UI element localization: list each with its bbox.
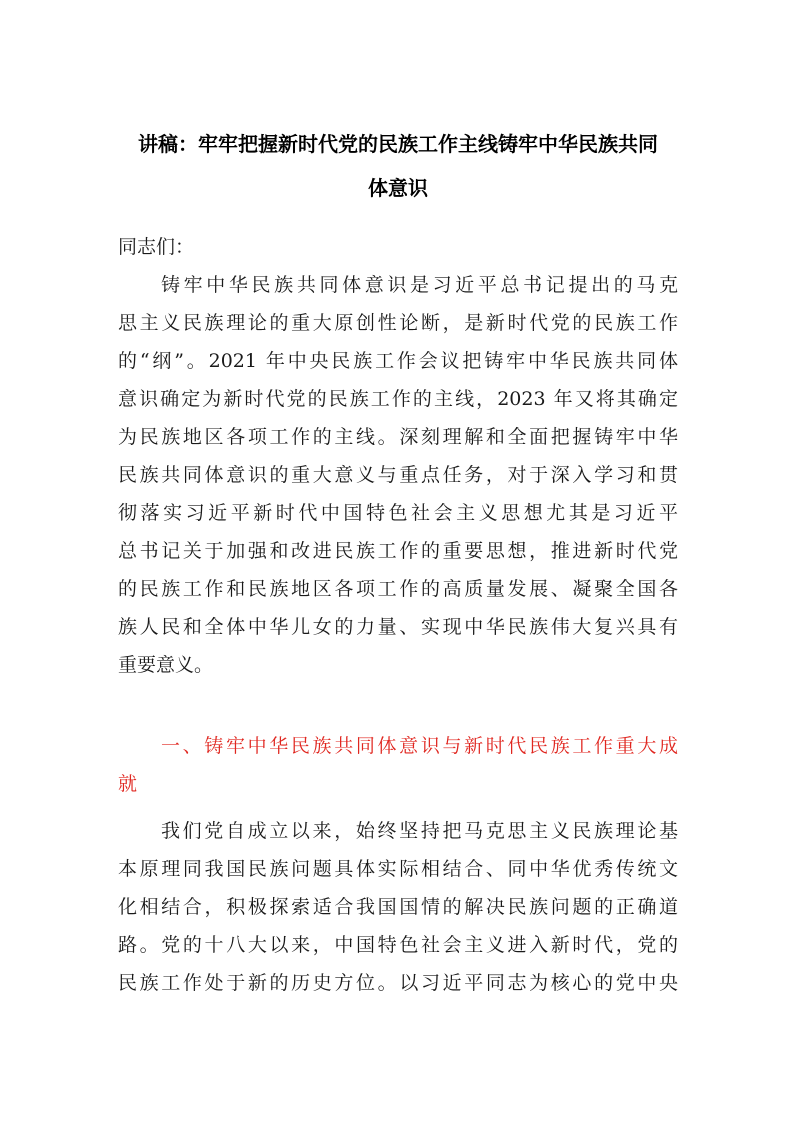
paragraph-2-line: 我们党自成立以来，始终坚持把马克思主义民族理论基 bbox=[161, 820, 678, 842]
paragraph-2-line: 本原理同我国民族问题具体实际相结合、同中华优秀传统文 bbox=[118, 858, 678, 880]
paragraph-1-line: 总书记关于加强和改进民族工作的重要思想，推进新时代党 bbox=[118, 540, 678, 562]
paragraph-1-line: 的民族工作和民族地区各项工作的高质量发展、凝聚全国各 bbox=[118, 578, 678, 600]
paragraph-1-line: 彻落实习近平新时代中国特色社会主义思想尤其是习近平 bbox=[118, 502, 678, 524]
paragraph-1-line: 族人民和全体中华儿女的力量、实现中华民族伟大复兴具有 bbox=[118, 616, 678, 638]
section-heading-1: 一、铸牢中华民族共同体意识与新时代民族工作重大成 bbox=[161, 735, 678, 757]
paragraph-1-line: 民族共同体意识的重大意义与重点任务，对于深入学习和贯 bbox=[118, 464, 678, 486]
paragraph-1-line: 为民族地区各项工作的主线。深刻理解和全面把握铸牢中华 bbox=[118, 426, 678, 448]
paragraph-1-line: 重要意义。 bbox=[118, 654, 214, 676]
paragraph-2-line: 路。党的十八大以来，中国特色社会主义进入新时代，党的 bbox=[118, 934, 678, 956]
paragraph-1-line: 思主义民族理论的重大原创性论断，是新时代党的民族工作 bbox=[118, 312, 678, 334]
paragraph-2-line: 民族工作处于新的历史方位。以习近平同志为核心的党中央 bbox=[118, 972, 678, 994]
paragraph-2-line: 化相结合，积极探索适合我国国情的解决民族问题的正确道 bbox=[118, 896, 678, 918]
salutation: 同志们： bbox=[118, 236, 195, 258]
paragraph-1-line: 铸牢中华民族共同体意识是习近平总书记提出的马克 bbox=[161, 274, 678, 296]
paragraph-1-line: 意识确定为新时代党的民族工作的主线，2023 年又将其确定 bbox=[118, 388, 678, 410]
document-title-line-2: 体意识 bbox=[368, 176, 428, 200]
paragraph-1-line: 的“纲”。2021 年中央民族工作会议把铸牢中华民族共同体 bbox=[118, 350, 678, 372]
section-heading-1: 就 bbox=[118, 773, 138, 795]
document-title-line-1: 讲稿：牢牢把握新时代党的民族工作主线铸牢中华民族共同 bbox=[138, 132, 658, 156]
